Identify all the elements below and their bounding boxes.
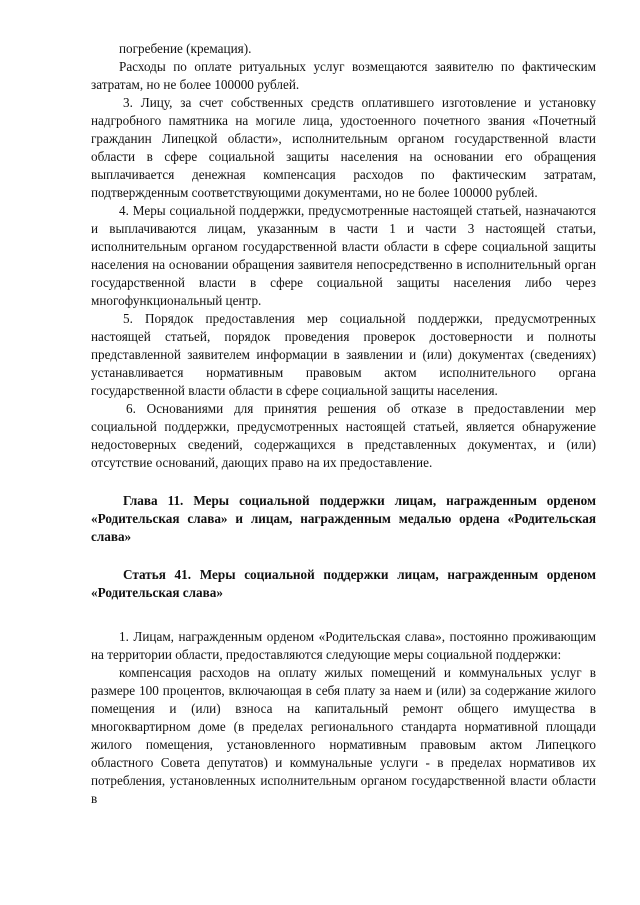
paragraph-item-5: 5. Порядок предоставления мер социальной поддержки, предусмотренных настоящей статьей, порядок проведения проверок достоверности и полноты представленной заявителем информации в заявлении и (или) документах (сведениях) устанавливается нормативным правовым актом исполнительного органа государственной власти области в сфере социальной защиты населения. — [91, 311, 596, 398]
chapter-heading: Глава 11. Меры социальной поддержки лицам, награжденным орденом «Родительская слава» и лицам, награжденным медалью ордена «Родительская слава» — [91, 493, 596, 544]
paragraph-item-6: 6. Основаниями для принятия решения об отказе в предоставлении мер социальной поддержки, предусмотренных настоящей статьей, является обнаружение недостоверных сведений, содержащихся в представленных документах, и (или) отсутствие оснований, дающих право на их предоставление. — [91, 401, 596, 470]
paragraph-compensation: компенсация расходов на оплату жилых помещений и коммунальных услуг в размере 100 процентов, включающая в себя плату за наем и (или) за содержание жилого помещения и (или) взноса на капитальный ремонт общего имущества в многоквартирном доме (в пределах регионального стандарта нормативной площади жилого помещения, установленного нормативным правовым актом Липецкого областного Совета депутатов) и коммунальные услуги - в пределах нормативов их потребления, установленных исполнительным органом государственной власти области в — [91, 665, 596, 806]
spacer — [91, 546, 596, 566]
spacer — [91, 602, 596, 628]
paragraph-item-3: 3. Лицу, за счет собственных средств оплатившего изготовление и установку надгробного памятника на могиле лица, удостоенного почетного звания «Почетный гражданин Липецкой области», исполнительным органом государственной власти области в сфере социальной защиты населения на основании его обращения выплачивается денежная компенсация расходов по фактическим затратам, подтвержденным соответствующими документами, но не более 100000 рублей. — [91, 95, 596, 200]
paragraph-ritual-expenses: Расходы по оплате ритуальных услуг возмещаются заявителю по фактическим затратам, но не более 100000 рублей. — [91, 59, 596, 92]
paragraph-continuation: погребение (кремация). — [119, 41, 252, 56]
paragraph-article-item-1: 1. Лицам, награжденным орденом «Родительская слава», постоянно проживающим на территории области, предоставляются следующие меры социальной поддержки: — [91, 629, 596, 662]
spacer — [91, 472, 596, 492]
article-heading: Статья 41. Меры социальной поддержки лицам, награжденным орденом «Родительская слава» — [91, 567, 596, 600]
paragraph-item-4: 4. Меры социальной поддержки, предусмотренные настоящей статьей, назначаются и выплачиваются лицам, указанным в части 1 и части 3 настоящей статьи, исполнительным органом государственной власти области в сфере социальной защиты населения на основании обращения заявителя непосредственно в исполнительный орган государственной власти в сфере социальной защиты населения либо через многофункциональный центр. — [91, 203, 596, 308]
